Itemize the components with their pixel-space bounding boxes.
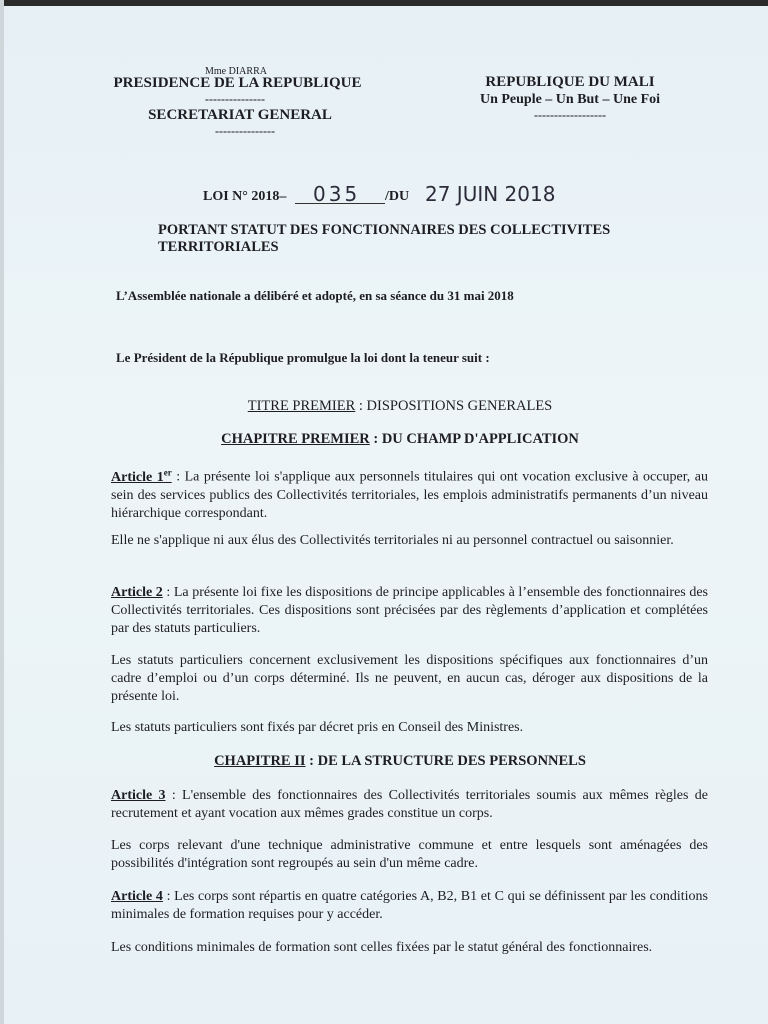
titre-text: : DISPOSITIONS GENERALES [355, 398, 553, 414]
article-2-text: : La présente loi fixe les dispositions de principe applicables à l’ensemble des fonctionnaires des Collectivités territoriales. Ces dispositions sont précisées par des règlements d’application et complétées par des statuts particuliers. [111, 585, 708, 636]
law-date-prefix: /DU [385, 189, 410, 204]
header-separator: --------------- [215, 124, 275, 138]
article-3-label: Article 3 [111, 788, 166, 803]
article-4-text: : Les corps sont répartis en quatre catégories A, B2, B1 et C qui se définissent par les conditions minimales de formation requises pour y accéder. [111, 889, 708, 922]
law-number-handwritten: 035 [313, 182, 361, 206]
law-date-stamp: 27 JUIN 2018 [425, 182, 556, 206]
author-note: Mme DIARRA [205, 66, 267, 77]
issuer-subtitle: SECRETARIAT GENERAL [148, 107, 332, 123]
article-4-paragraph-2: Les conditions minimales de formation sont celles fixées par le statut général des fonctionnaires. [111, 940, 653, 955]
article-4-label: Article 4 [111, 889, 163, 904]
article-3 [111, 787, 708, 823]
titre-heading [110, 398, 690, 415]
article-2-label: Article 2 [111, 585, 163, 600]
article-2-paragraph-2: Les statuts particuliers concernent exclusivement les dispositions spécifiques aux fonctionnaires d’un cadre d’emploi ou d’un corps déterminé. Ils ne peuvent, en aucun cas, déroger aux dispositions de la présente loi. [111, 653, 708, 704]
article-3-text: : L'ensemble des fonctionnaires des Collectivités territoriales soumis aux mêmes règles de recrutement et ayant vocation aux mêmes grades constitue un corps. [111, 788, 708, 821]
article-1-text: : La présente loi s'applique aux personnels titulaires qui ont vocation exclusive à occuper, au sein des services publics des Collectivités territoriales, les emplois administratifs permanents d’un niveau hiérarchique correspondant. [111, 469, 709, 521]
titre-label: TITRE PREMIER [247, 398, 356, 414]
header-separator: --------------- [205, 92, 265, 106]
country-name: REPUBLIQUE DU MALI [485, 74, 655, 90]
law-number-line [203, 182, 563, 208]
law-title-line2: TERRITORIALES [158, 239, 279, 255]
article-3-paragraph-2: Les corps relevant d'une technique administrative commune et entre lesquels sont aménagées des possibilités d'intégration sont regroupés au sein d'un même cadre. [111, 838, 708, 871]
country-motto: Un Peuple – Un But – Une Foi [479, 92, 661, 107]
article-1-paragraph-2: Elle ne s'applique ni aux élus des Collectivités territoriales ni au personnel contractuel ou saisonnier. [111, 533, 674, 548]
law-title [158, 222, 648, 256]
promulgation-statement: Le Président de la République promulgue la loi dont la teneur suit : [116, 350, 490, 365]
chapter-1-text: : DU CHAMP D'APPLICATION [369, 431, 579, 447]
number-underline [295, 203, 385, 204]
scan-left-edge [0, 0, 4, 1024]
article-2 [111, 584, 708, 638]
chapter-2-heading [110, 753, 690, 770]
article-1-label: Article 1er [111, 467, 172, 485]
chapter-1-label: CHAPITRE PREMIER [221, 431, 370, 447]
issuer-title: PRESIDENCE DE LA REPUBLIQUE [113, 75, 362, 91]
law-prefix: LOI N° 2018– [203, 189, 287, 204]
article-2-paragraph-3: Les statuts particuliers sont fixés par décret pris en Conseil des Ministres. [111, 720, 524, 735]
chapter-2-label: CHAPITRE II [214, 753, 306, 769]
article-4 [111, 888, 708, 924]
article-1 [111, 463, 708, 523]
law-title-line1: PORTANT STATUT DES FONCTIONNAIRES DES COLLECTIVITES [158, 222, 611, 238]
chapter-1-heading [110, 431, 690, 448]
adoption-statement: L’Assemblée nationale a délibéré et adopté, en sa séance du 31 mai 2018 [116, 288, 514, 303]
chapter-2-text: : DE LA STRUCTURE DES PERSONNELS [305, 753, 586, 769]
header-separator: ------------------ [534, 108, 606, 122]
scan-top-edge [0, 0, 768, 6]
